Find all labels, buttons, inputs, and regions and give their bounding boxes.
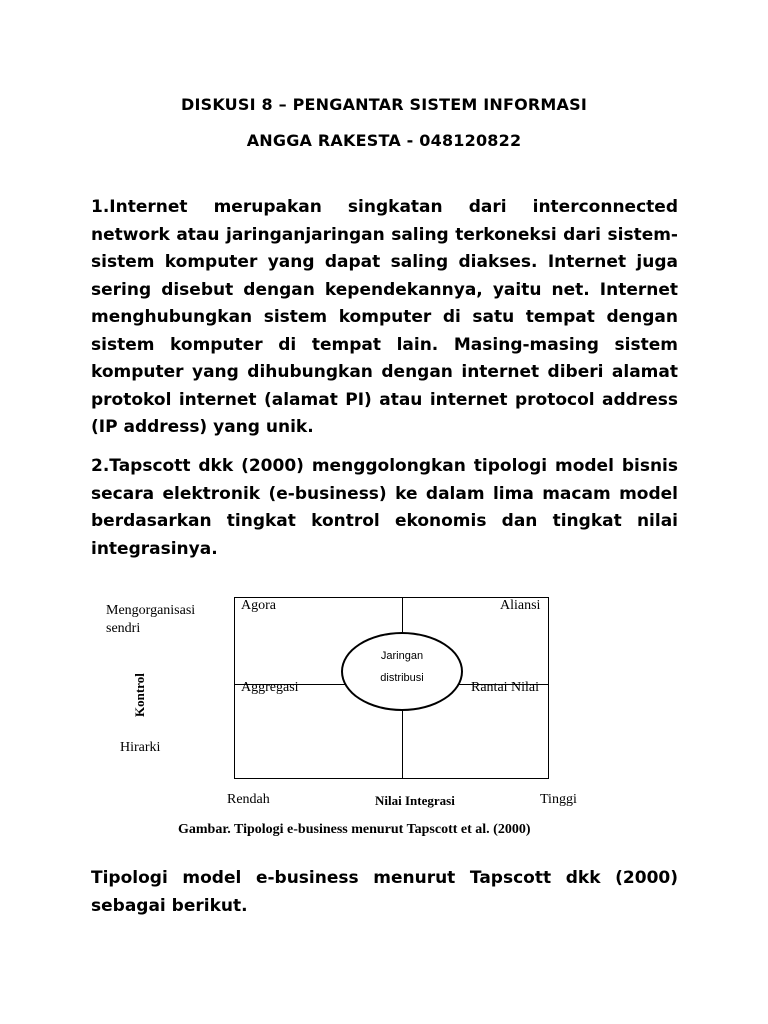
- typology-figure: [100, 590, 600, 850]
- center-label-line2: distribusi: [380, 672, 424, 684]
- y-top-label: Mengorganisasi sendri: [106, 603, 196, 636]
- y-axis-label: Kontrol: [132, 673, 147, 717]
- y-bottom-label: Hirarki: [120, 740, 161, 755]
- paragraph-internet: 1.Internet merupakan singkatan dari interconnected network atau jaringanjaringan saling terkoneksi dari sistem-sistem komputer yang dapat saling diakses. Internet juga sering disebut dengan kependekannya, yaitu net. Internet menghubungkan sistem komputer di satu tempat dengan sistem komputer di tempat lain. Masing-masing sistem komputer yang dihubungkan dengan internet diberi alamat protokol internet (alamat PI) atau internet protocol address (IP address) yang unik.: [91, 197, 678, 437]
- author-line: ANGGA RAKESTA - 048120822: [246, 131, 522, 150]
- x-right-label: Tinggi: [540, 792, 577, 807]
- quadrant-aliansi: Aliansi: [500, 598, 541, 613]
- x-axis-label: Nilai Integrasi: [375, 793, 455, 808]
- center-label-line1: Jaringan: [380, 650, 424, 662]
- paragraph-typology-intro: Tipologi model e-business menurut Tapscott dkk (2000) sebagai berikut.: [91, 868, 678, 916]
- figure-caption: Gambar. Tipologi e-business menurut Tapscott et al. (2000): [178, 822, 531, 837]
- quadrant-rantai-nilai: Rantai Nilai: [471, 680, 540, 695]
- quadrant-agora: Agora: [241, 598, 276, 613]
- center-ellipse: [341, 632, 463, 711]
- paragraph-tapscott: 2.Tapscott dkk (2000) menggolongkan tipologi model bisnis secara elektronik (e-business) ke dalam lima macam model berdasarkan tingkat kontrol ekonomis dan tingkat nilai integrasinya.: [91, 456, 678, 559]
- document-title: DISKUSI 8 – PENGANTAR SISTEM INFORMASI: [181, 95, 587, 114]
- quadrant-aggregasi: Aggregasi: [241, 680, 299, 695]
- x-left-label: Rendah: [227, 792, 270, 807]
